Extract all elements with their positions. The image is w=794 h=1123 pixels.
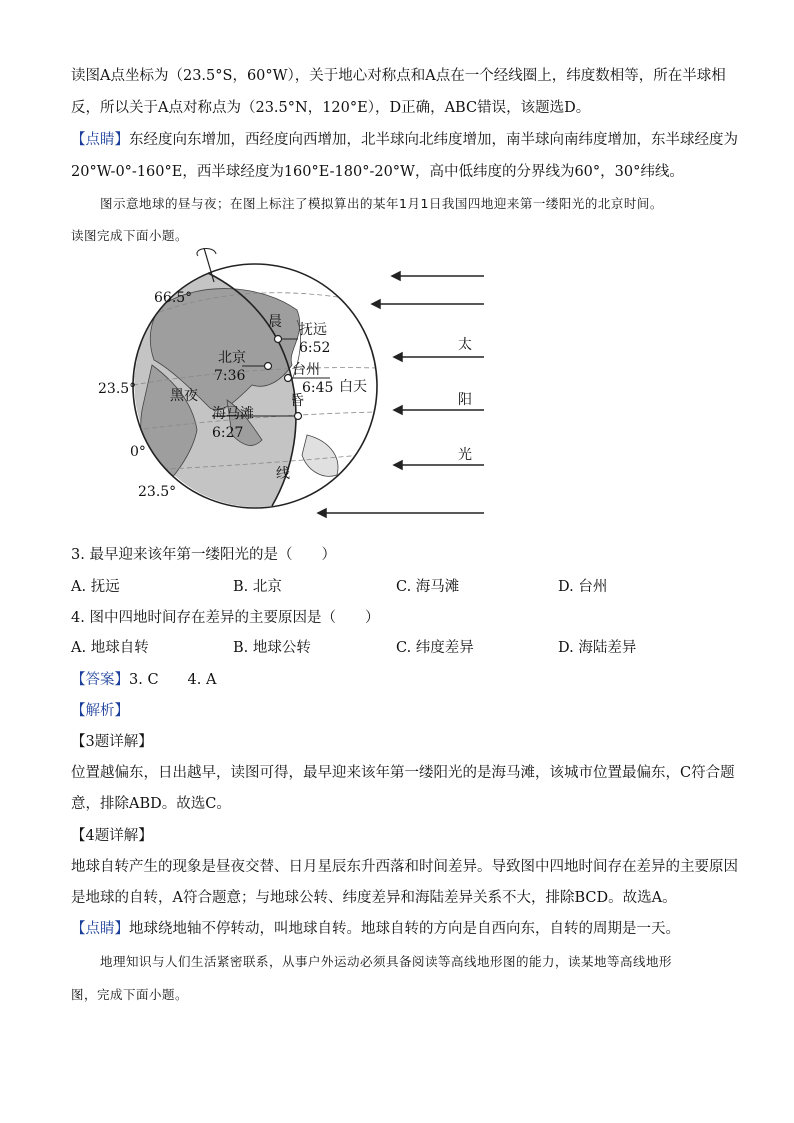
analysis-tag: 【解析】	[71, 703, 129, 719]
intro-line-1: 图示意地球的昼与夜；在图上标注了模拟算出的某年1月1日我国四地迎来第一缕阳光的北京时间。	[100, 196, 663, 211]
australia-land	[302, 435, 338, 476]
tip-text: 东经度向东增加，西经度向西增加，北半球向北纬度增加，南半球向南纬度增加，东半球经度为	[129, 132, 738, 148]
tip-tag: 【点睛】	[71, 132, 129, 148]
tip-tag-2: 【点睛】	[71, 921, 129, 937]
q4-option-c[interactable]: C. 纬度差异	[396, 640, 474, 656]
city-time-haimatan: 6:27	[212, 425, 244, 441]
detail-3-line-1: 位置越偏东，日出越早，读图可得，最早迎来该年第一缕阳光的是海马滩，该城市位置最偏东，C符合题	[71, 765, 735, 781]
q3-option-d[interactable]: D. 台州	[558, 579, 608, 595]
sun-label-char-2: 阳	[458, 392, 472, 408]
city-name-haimatan: 海马滩	[212, 406, 254, 422]
q3-stem: 3. 最早迎来该年第一缕阳光的是（ ）	[71, 547, 336, 563]
q3-option-a[interactable]: A. 抚远	[71, 579, 120, 595]
day-label: 白天	[339, 379, 367, 395]
detail-4-tag: 【4题详解】	[71, 828, 153, 844]
city-marker-fuyuan	[275, 336, 282, 343]
terminator-label-char-3: 线	[276, 466, 290, 482]
city-marker-beijing	[265, 363, 272, 370]
q4-option-d[interactable]: D. 海陆差异	[558, 640, 637, 656]
answer-tag: 【答案】	[71, 672, 129, 688]
figure-svg	[92, 240, 492, 530]
text-line-4: 20°W-0°-160°E，西半球经度为160°E-180°-20°W，高中低纬度的分界线为60°，30°纬线。	[71, 164, 684, 180]
night-label: 黑夜	[170, 388, 198, 404]
q4-stem: 4. 图中四地时间存在差异的主要原因是（ ）	[71, 610, 380, 626]
q4-option-b[interactable]: B. 地球公转	[233, 640, 311, 656]
next-intro-line-1: 地理知识与人们生活紧密联系，从事户外运动必须具备阅读等高线地形图的能力，读某地等高线地形	[100, 954, 673, 969]
city-time-fuyuan: 6:52	[299, 340, 331, 356]
city-time-taizhou: 6:45	[302, 380, 334, 396]
city-time-beijing: 7:36	[214, 368, 246, 384]
text-line-3	[71, 130, 738, 150]
lat-label-equator: 0°	[130, 444, 146, 460]
lat-label-23-5-north: 23.5°	[98, 381, 137, 397]
text-line-1: 读图A点坐标为（23.5°S，60°W），关于地心对称点和A点在一个经线圈上，纬度数相等，所在半球相	[71, 68, 726, 84]
city-name-beijing: 北京	[218, 350, 246, 366]
q4-option-a[interactable]: A. 地球自转	[71, 640, 149, 656]
q3-option-c[interactable]: C. 海马滩	[396, 579, 460, 595]
terminator-label-char-1: 晨	[268, 314, 282, 330]
city-name-taizhou: 台州	[292, 362, 320, 378]
next-intro-line-2: 图，完成下面小题。	[71, 987, 189, 1002]
q3-option-b[interactable]: B. 北京	[233, 579, 282, 595]
detail-3-tag: 【3题详解】	[71, 734, 153, 750]
intro-line-2: 读图完成下面小题。	[71, 228, 189, 243]
tip-text-2: 地球绕地轴不停转动，叫地球自转。地球自转的方向是自西向东，自转的周期是一天。	[129, 921, 680, 937]
lat-label-66-5: 66.5°	[154, 290, 193, 306]
terminator-label-char-2: 昏	[290, 393, 304, 409]
city-marker-haimatan	[295, 413, 302, 420]
detail-4-line-2: 是地球的自转，A符合题意；与地球公转、纬度差异和海陆差异关系不大，排除BCD。故选A。	[71, 890, 677, 906]
city-marker-taizhou	[285, 375, 292, 382]
detail-3-line-2: 意，排除ABD。故选C。	[71, 796, 231, 812]
answer-text: 3. C 4. A	[129, 672, 217, 688]
lat-label-23-5-south: 23.5°	[138, 484, 177, 500]
answer-line	[71, 670, 216, 690]
tip-line	[71, 919, 680, 939]
text-line-2: 反，所以关于A点对称点为（23.5°N，120°E），D正确，ABC错误，该题选D。	[71, 100, 591, 116]
sun-label-char-3: 光	[458, 447, 472, 463]
earth-day-night-figure	[92, 240, 492, 530]
detail-4-line-1: 地球自转产生的现象是昼夜交替、日月星辰东升西落和时间差异。导致图中四地时间存在差异的主要原因	[71, 859, 738, 875]
city-name-fuyuan: 抚远	[299, 322, 327, 338]
sun-label-char-1: 太	[458, 337, 472, 353]
